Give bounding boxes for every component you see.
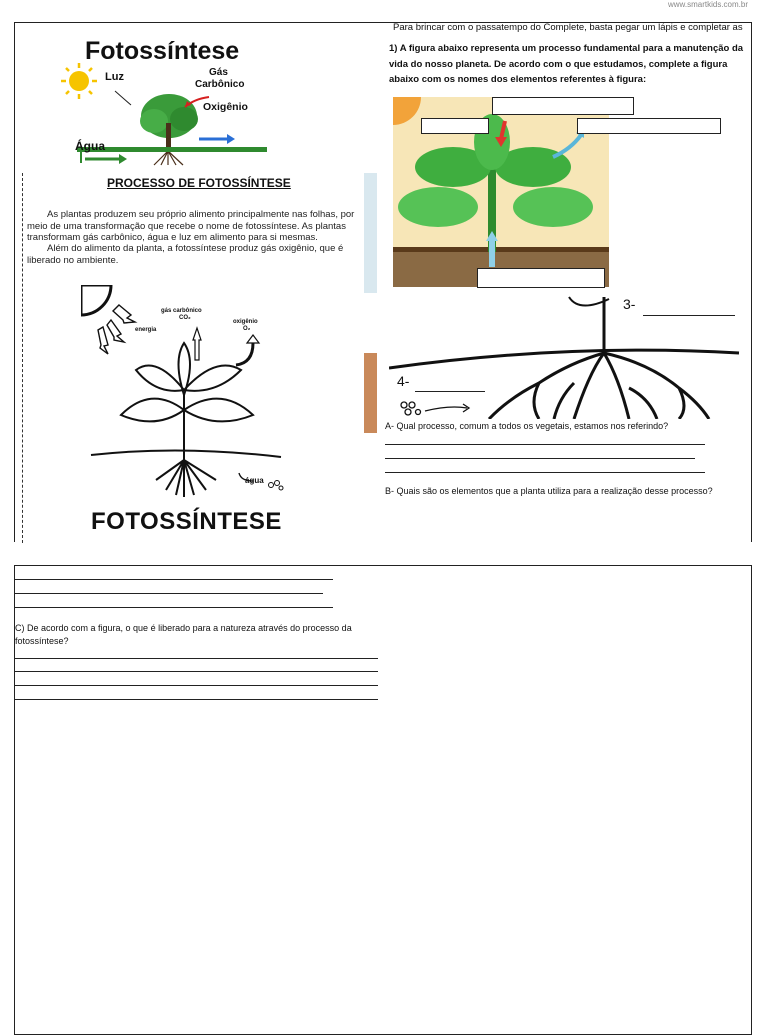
answer-box-bottom[interactable]: [477, 268, 605, 288]
worksheet-page-1: [14, 22, 752, 542]
worksheet-page-2: [14, 565, 752, 1035]
answer-line-c3[interactable]: [15, 685, 378, 686]
answer-line-4[interactable]: [415, 391, 485, 392]
answer-box-left[interactable]: [421, 118, 489, 134]
intro-text: Para brincar com o passatempo do Complete, basta pegar um lápis e completar as: [393, 22, 743, 33]
answer-line-c2[interactable]: [15, 671, 378, 672]
answer-line-a2[interactable]: [385, 458, 695, 459]
question-c: C) De acordo com a figura, o que é liberado para a natureza através do processo da fotossíntese?: [15, 623, 352, 646]
answer-line-a1[interactable]: [385, 444, 705, 445]
answer-line-3[interactable]: [643, 315, 735, 316]
label-gas: Gás: [209, 67, 228, 78]
diagram-label-o2: O₂: [243, 326, 251, 332]
label-num-3: 3-: [623, 296, 636, 312]
answer-box-right[interactable]: [577, 118, 721, 134]
label-luz: Luz: [105, 71, 124, 83]
decor-strip-2: [364, 353, 377, 433]
question-1: 1) A figura abaixo representa um processo fundamental para a manutenção da vida do nosso planeta. De acordo com o que estudamos, complete a figura abaixo com os nomes dos elementos referentes à figura:: [389, 43, 744, 85]
diagram-label-agua: água: [245, 476, 264, 485]
answer-box-top[interactable]: [492, 97, 634, 115]
label-num-4: 4-: [397, 373, 410, 389]
diagram-label-oxigenio: oxigênio: [233, 319, 258, 325]
diagram-label-energia: energia: [135, 327, 157, 333]
section-title: PROCESSO DE FOTOSSÍNTESE: [107, 176, 291, 190]
paragraph-1: As plantas produzem seu próprio alimento principalmente nas folhas, por meio de uma transformação que recebe o nome de fotossíntese. As plantas transformam gás carbônico, água e luz em alimento para si mesmas.: [27, 209, 355, 243]
diagram-label-gas-carbonico: gás carbônico: [161, 308, 202, 314]
answer-line-b3[interactable]: [15, 607, 333, 608]
plant-line-drawing: [81, 285, 311, 505]
answer-line-a3[interactable]: [385, 472, 705, 473]
answer-line-c1[interactable]: [15, 658, 378, 659]
answer-line-c4[interactable]: [15, 699, 378, 700]
sun-icon: [61, 63, 97, 99]
label-oxigenio: Oxigênio: [203, 101, 248, 113]
left-title: Fotossíntese: [85, 37, 240, 65]
label-agua: Água: [75, 139, 105, 153]
diagram-label-co2: CO₂: [179, 315, 191, 321]
dashed-margin: [22, 173, 24, 543]
question-a: A- Qual processo, comum a todos os vegetais, estamos nos referindo?: [385, 421, 669, 431]
header-url: www.smartkids.com.br: [667, 0, 748, 9]
big-title: FOTOSSÍNTESE: [91, 508, 282, 535]
roots-drawing: [389, 293, 749, 419]
answer-line-b1[interactable]: [15, 579, 333, 580]
label-carbonico: Carbônico: [195, 79, 245, 90]
paragraph-2: Além do alimento da planta, a fotossíntese produz gás oxigênio, que é liberado no ambiente.: [27, 243, 344, 266]
answer-line-b2[interactable]: [15, 593, 323, 594]
question-b: B- Quais são os elementos que a planta utiliza para a realização desse processo?: [385, 486, 713, 496]
